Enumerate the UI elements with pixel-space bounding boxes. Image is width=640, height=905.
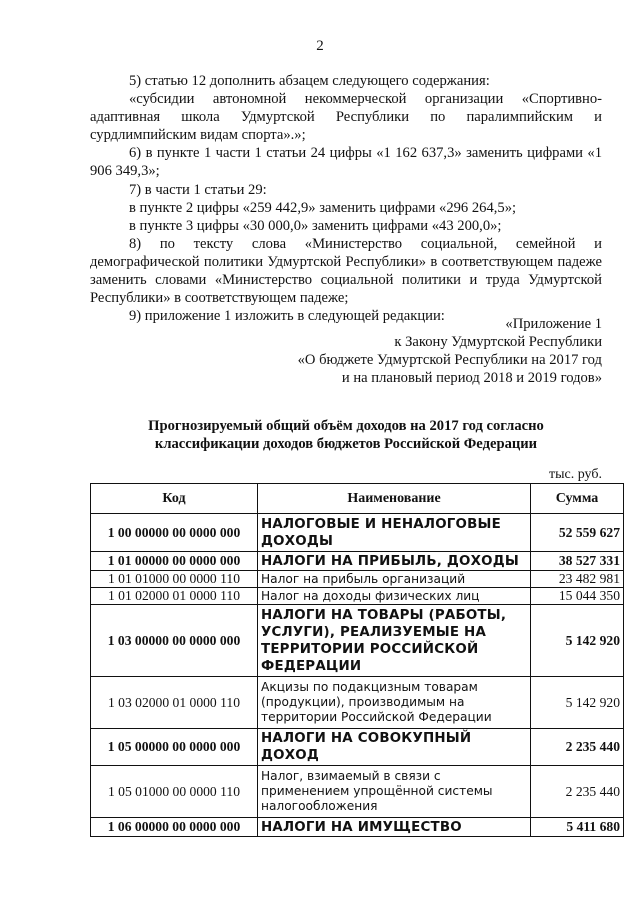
appendix-line-3: «О бюджете Удмуртской Республики на 2017 год: [297, 352, 602, 369]
row-sum: 23 482 981: [531, 571, 624, 588]
paragraph-8: 8) по тексту слова «Министерство социальной, семейной и демографической политики Удмуртской Республики» в соответствующем падеже заменить словами «Министерство социальной политики и труда Удмуртской Республики» в соответствующем падеже;: [90, 235, 602, 307]
paragraph-5-intro: 5) статью 12 дополнить абзацем следующего содержания:: [129, 73, 490, 89]
row-sum: 2 235 440: [531, 766, 624, 818]
paragraph-7-b: в пункте 3 цифры «30 000,0» заменить цифрами «43 200,0»;: [129, 217, 502, 234]
header-name: Наименование: [258, 484, 531, 514]
table-heading-line-1: Прогнозируемый общий объём доходов на 2017 год согласно: [148, 418, 544, 434]
paragraph-9: 9) приложение 1 изложить в следующей редакции:: [129, 308, 445, 325]
table-row: [91, 552, 624, 571]
appendix-line-1: «Приложение 1: [505, 316, 602, 332]
header-sum: Сумма: [531, 484, 624, 514]
table-row: [91, 766, 624, 818]
row-name: НАЛОГИ НА ИМУЩЕСТВО: [258, 818, 531, 837]
row-code: 1 01 01000 00 0000 110: [91, 571, 258, 588]
row-sum: 38 527 331: [531, 552, 624, 571]
amendment-text: [90, 72, 602, 325]
table-row: [91, 677, 624, 729]
row-sum: 2 235 440: [531, 729, 624, 766]
revenue-table: [90, 483, 624, 837]
row-name: НАЛОГИ НА ТОВАРЫ (РАБОТЫ, УСЛУГИ), РЕАЛИЗУЕМЫЕ НА ТЕРРИТОРИИ РОССИЙСКОЙ ФЕДЕРАЦИИ: [258, 605, 531, 677]
table-heading: [90, 417, 602, 453]
row-code: 1 01 02000 01 0000 110: [91, 588, 258, 605]
table-heading-line-2: классификации доходов бюджетов Российской Федерации: [154, 436, 538, 452]
row-name: Налог на доходы физических лиц: [258, 588, 531, 605]
appendix-line-4: и на плановый период 2018 и 2019 годов»: [341, 370, 602, 387]
table-row: [91, 818, 624, 837]
row-sum: 5 142 920: [531, 605, 624, 677]
paragraph-7-intro: 7) в части 1 статьи 29:: [129, 181, 267, 198]
table-header-row: [91, 484, 624, 514]
table-row: [91, 514, 624, 552]
paragraph-6: 6) в пункте 1 части 1 статьи 24 цифры «1 162 637,3» заменить цифрами «1 906 349,3»;: [90, 145, 602, 180]
row-name: Налог, взимаемый в связи с применением упрощённой системы налогообложения: [258, 766, 531, 818]
table-row: [91, 571, 624, 588]
table-row: [91, 588, 624, 605]
page-number: 2: [316, 38, 324, 54]
row-code: 1 01 00000 00 0000 000: [91, 552, 258, 571]
row-code: 1 03 00000 00 0000 000: [91, 605, 258, 677]
appendix-reference: [298, 315, 602, 387]
row-code: 1 00 00000 00 0000 000: [91, 514, 258, 552]
row-name: НАЛОГИ НА ПРИБЫЛЬ, ДОХОДЫ: [258, 552, 531, 571]
row-code: 1 05 01000 00 0000 110: [91, 766, 258, 818]
table-row: [91, 729, 624, 766]
table-row: [91, 605, 624, 677]
row-code: 1 05 00000 00 0000 000: [91, 729, 258, 766]
row-sum: 52 559 627: [531, 514, 624, 552]
paragraph-5-quote: «субсидии автономной некоммерческой организации «Спортивно-адаптивная школа Удмуртской Республики по паралимпийским и сурдлимпийским видам спорта».»;: [90, 91, 602, 144]
row-sum: 5 411 680: [531, 818, 624, 837]
row-sum: 15 044 350: [531, 588, 624, 605]
row-name: НАЛОГИ НА СОВОКУПНЫЙ ДОХОД: [258, 729, 531, 766]
paragraph-7-a: в пункте 2 цифры «259 442,9» заменить цифрами «296 264,5»;: [129, 199, 517, 216]
appendix-line-2: к Закону Удмуртской Республики: [394, 334, 602, 351]
row-name: Акцизы по подакцизным товарам (продукции), производимым на территории Российской Федерации: [258, 677, 531, 729]
row-name: Налог на прибыль организаций: [258, 571, 531, 588]
row-code: 1 06 00000 00 0000 000: [91, 818, 258, 837]
header-code: Код: [91, 484, 258, 514]
row-name: НАЛОГОВЫЕ И НЕНАЛОГОВЫЕ ДОХОДЫ: [258, 514, 531, 552]
row-code: 1 03 02000 01 0000 110: [91, 677, 258, 729]
units-label: тыс. руб.: [549, 467, 602, 482]
row-sum: 5 142 920: [531, 677, 624, 729]
